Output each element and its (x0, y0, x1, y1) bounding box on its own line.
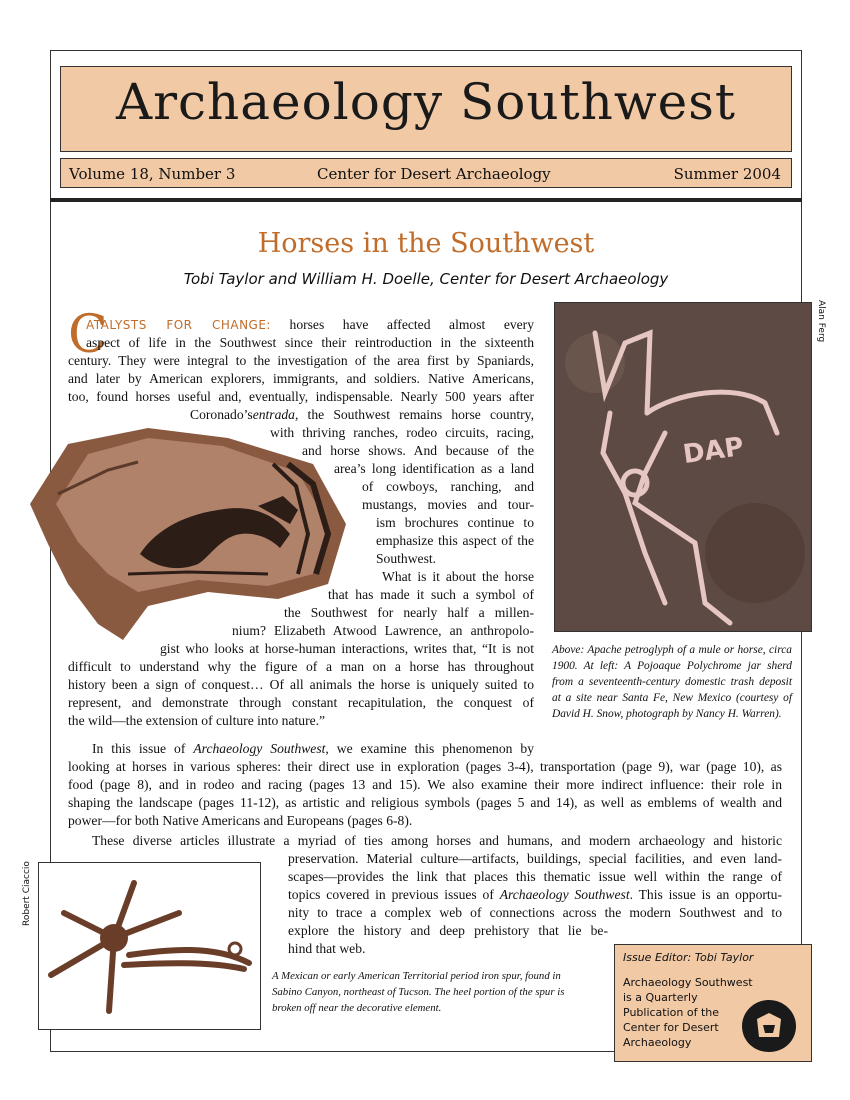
masthead-title: Archaeology Southwest (116, 73, 736, 131)
jar-sherd-image (28, 424, 358, 644)
center-logo-icon (739, 997, 799, 1055)
spur-photo (38, 862, 261, 1030)
issue-season: Summer 2004 (673, 165, 781, 183)
issue-info-bar (60, 158, 792, 188)
petroglyph-glyph-text: DAP (681, 431, 746, 471)
publisher-name: Center for Desert Archaeology (317, 165, 551, 183)
issue-editor-box (614, 944, 812, 1062)
volume-number: Volume 18, Number 3 (69, 165, 236, 183)
masthead (60, 66, 792, 152)
issue-editor: Issue Editor: Tobi Taylor (623, 951, 754, 964)
publication-statement: Archaeology Southwest is a Quarterly Publication of the Center for Desert Archaeology (623, 976, 753, 1049)
article-byline: Tobi Taylor and William H. Doelle, Center for Desert Archaeology (183, 270, 669, 288)
petroglyph-caption: Above: Apache petroglyph of a mule or horse, circa 1900. At left: A Pojoaque Polychrome jar sherd from a seventeenth-century domestic trash deposit at a site near Santa Fe, New Mexico (courtesy of David H. Snow, photograph by Nancy H. Warren). (552, 644, 792, 720)
spur-photo-credit: Robert Ciaccio (22, 861, 32, 926)
lead-in: ATALYSTS FOR CHANGE: (86, 318, 271, 332)
header-rule (50, 198, 802, 202)
drop-cap: C (68, 305, 108, 365)
petroglyph-photo-credit: Alan Ferg (816, 300, 826, 343)
article-title: Horses in the Southwest (257, 228, 595, 259)
spur-caption: A Mexican or early American Territorial period iron spur, found in Sabino Canyon, northeast of Tucson. The heel portion of the spur is broken off near the decorative element. (272, 970, 565, 1014)
petroglyph-photo (554, 302, 812, 632)
